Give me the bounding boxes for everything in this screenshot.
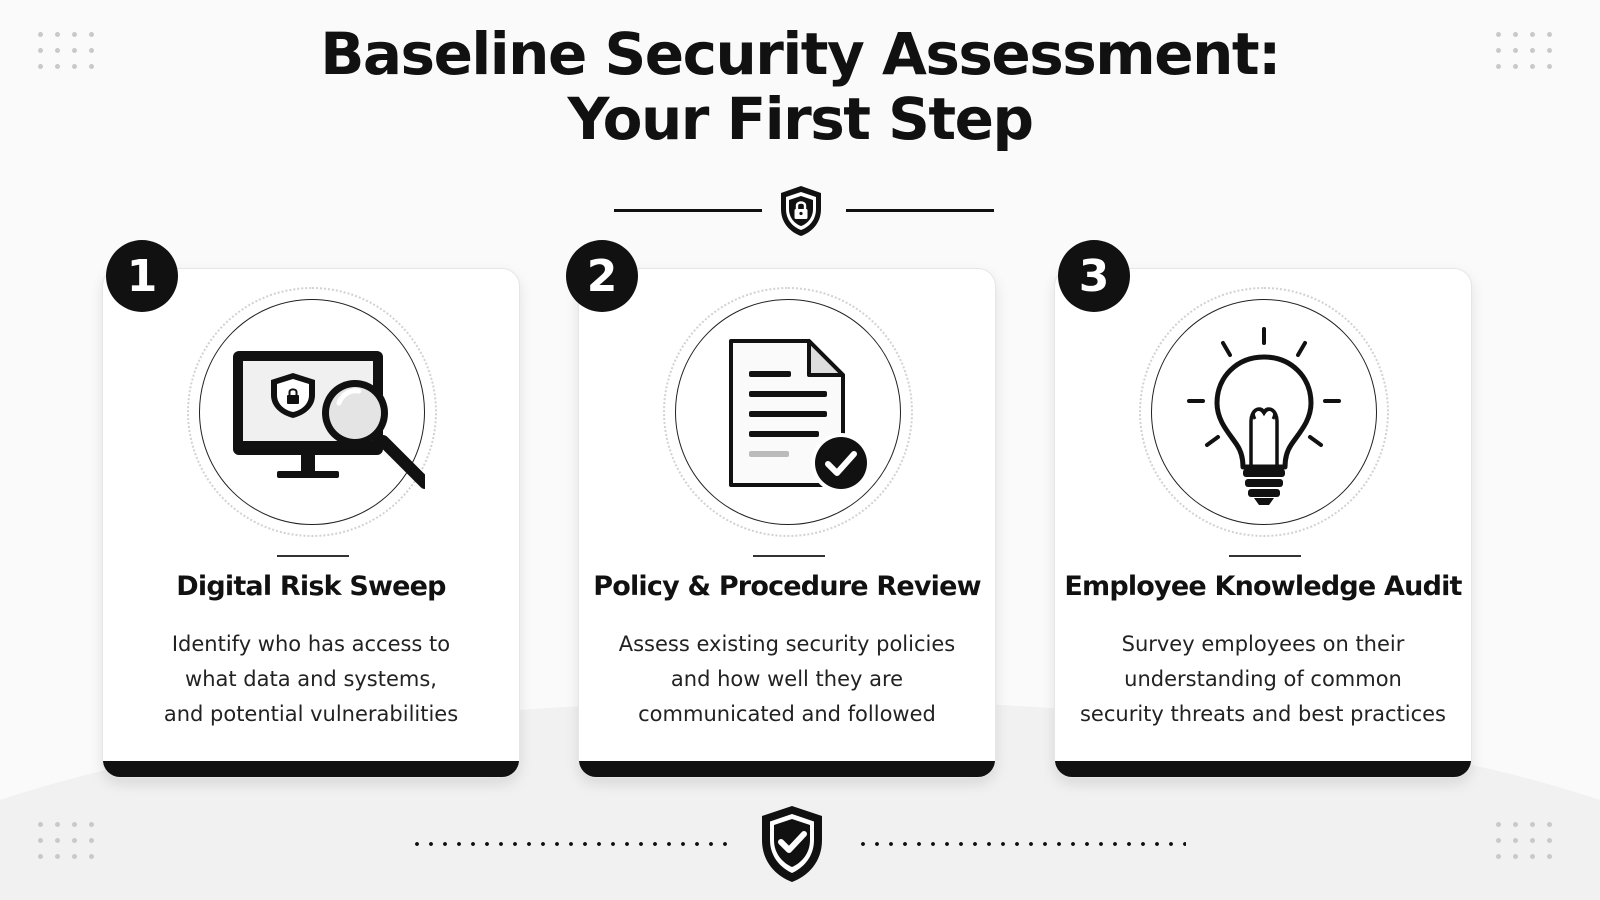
step-title: Digital Risk Sweep — [176, 571, 446, 602]
step-description: Assess existing security policies and how well they are communicated and followed — [618, 632, 956, 726]
step-title: Policy & Procedure Review — [593, 571, 981, 602]
step-number-badge-3: 3 — [1058, 240, 1130, 312]
card-bottom-bar — [1055, 761, 1471, 777]
card-bottom-bar — [103, 761, 519, 777]
shield-check-icon — [756, 802, 828, 886]
dotted-line-left — [410, 842, 728, 846]
page-title-line-1: Baseline Security Assessment: — [320, 20, 1280, 88]
card-divider — [1229, 555, 1301, 557]
document-check-icon — [675, 299, 901, 525]
dotted-line-right — [856, 842, 1186, 846]
divider-line-left — [614, 209, 762, 212]
step-title: Employee Knowledge Audit — [1064, 571, 1462, 602]
page-title — [0, 22, 1600, 152]
card-bottom-bar — [579, 761, 995, 777]
card-divider — [753, 555, 825, 557]
step-description: Identify who has access to what data and systems, and potential vulnerabilities — [163, 632, 459, 726]
computer-shield-magnifier-icon — [199, 299, 425, 525]
step-number-badge-1: 1 — [106, 240, 178, 312]
footer-divider — [0, 800, 1600, 890]
step-card-3 — [1054, 268, 1472, 778]
step-card-2 — [578, 268, 996, 778]
step-number-badge-2: 2 — [566, 240, 638, 312]
step-card-1 — [102, 268, 520, 778]
card-divider — [277, 555, 349, 557]
step-description: Survey employees on their understanding of common security threats and best practices — [1079, 632, 1446, 726]
title-divider — [0, 180, 1600, 240]
shield-lock-icon — [776, 183, 826, 239]
divider-line-right — [846, 209, 994, 212]
page-title-line-2: Your First Step — [567, 84, 1033, 153]
lightbulb-icon — [1151, 299, 1377, 525]
